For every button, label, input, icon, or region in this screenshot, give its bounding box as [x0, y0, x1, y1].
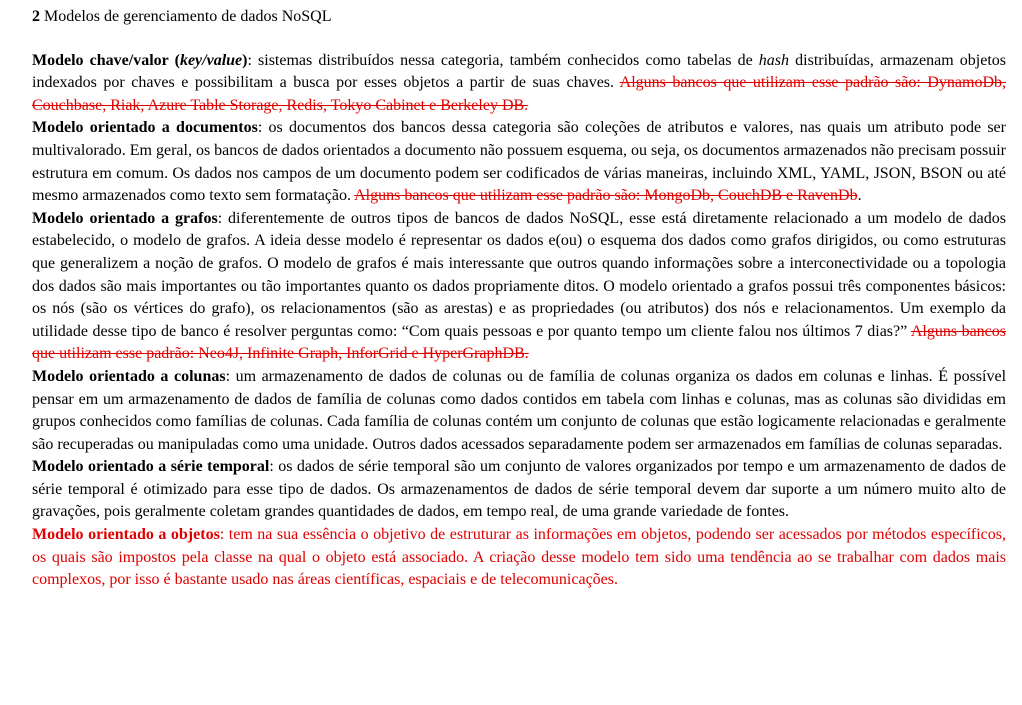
term-documents: Modelo orientado a documentos: [32, 119, 258, 137]
term-time-series: Modelo orientado a série temporal: [32, 458, 270, 476]
struck-text-graphs: Alguns bancos que utilizam esse padrão: Neo4J, Infinite Graph, InforGrid e HyperGraphDB.: [32, 322, 1006, 363]
hash-word: hash: [758, 51, 790, 69]
term-objects: Modelo orientado a objetos: [32, 526, 220, 544]
term-graphs: Modelo orientado a grafos: [32, 209, 218, 227]
term-key-value: Modelo chave/valor (key/value): [32, 51, 248, 69]
paragraph-objects: Modelo orientado a objetos: tem na sua essência o objetivo de estruturar as informações em objetos, podendo ser acessados por métodos específicos, os quais são impostos pela classe na qual o objeto está associado. A criação desse modelo tem sido uma tendência ao se trabalhar com dados mais complexos, por isso é bastante usado nas áreas científicas, espaciais e de telecomunicações.: [32, 526, 1007, 589]
paragraph-key-value: Modelo chave/valor (key/value): sistemas distribuídos nessa categoria, também conhecidos como tabelas de hash distribuídas, armazenam objetos indexados por chaves e possibilitam a busca por esses objetos a partir de suas chaves. Alguns bancos que utilizam esse padrão são: DynamoDb, Couchbase, Riak, Azure Table Storage, Redis, Tokyo Cabinet e Berkeley DB.: [32, 51, 1007, 114]
section-title: Modelos de gerenciamento de dados NoSQL: [44, 8, 332, 25]
document-page: [32, 6, 1006, 592]
paragraph-time-series: Modelo orientado a série temporal: os dados de série temporal são um conjunto de valores organizados por tempo e um armazenamento de dados de série temporal é otimizado para esse tipo de dados. Os armazenamentos de dados de série temporal devem dar suporte a um número muito alto de gravações, pois geralmente coletam grandes quantidades de dados, em tempo real, de uma grande variedade de fontes.: [32, 458, 1006, 521]
section-heading: [32, 6, 1006, 29]
struck-text-key-value: Alguns bancos que utilizam esse padrão são: DynamoDb, Couchbase, Riak, Azure Table Storage, Redis, Tokyo Cabinet e Berkeley DB.: [32, 74, 1006, 114]
struck-text-documents: Alguns bancos que utilizam esse padrão são: MongoDb, CouchDB e RavenDb: [354, 187, 858, 205]
paragraph-graphs: Modelo orientado a grafos: diferentemente de outros tipos de bancos de dados NoSQL, esse está diretamente relacionado a um modelo de dados estabelecido, o modelo de grafos. A ideia desse modelo é representar os dados e(ou) o esquema dos dados como grafos dirigidos, ou como estruturas que generalizem a noção de grafos. O modelo de grafos é mais interessante que outros quando informações sobre a interconectividade ou a topologia dos dados são mais importantes ou tão importantes quanto os dados propriamente ditos. O modelo orientado a grafos possui três componentes básicos: os nós (são os vértices do grafo), os relacionamentos (são as arestas) e as propriedades (ou atributos) dos nós e relacionamentos. Um exemplo da utilidade desse tipo de banco é resolver perguntas como: “Com quais pessoas e por quanto tempo um cliente falou nos últimos 7 dias?” Alguns bancos que utilizam esse padrão: Neo4J, Infinite Graph, InforGrid e HyperGraphDB.: [32, 209, 1006, 363]
paragraph-documents: Modelo orientado a documentos: os documentos dos bancos dessa categoria são coleções de atributos e valores, nas quais um atributo pode ser multivalorado. Em geral, os bancos de dados orientados a documento não possuem esquema, ou seja, os documentos armazenados não precisam possuir estrutura em comum. Os dados nos campos de um documento podem ser codificados de várias maneiras, incluindo XML, YAML, JSON, BSON ou até mesmo armazenados como texto sem formatação. Alguns bancos que utilizam esse padrão são: MongoDb, CouchDB e RavenDb.: [32, 119, 1006, 205]
term-columns: Modelo orientado a colunas: [32, 367, 226, 385]
section-number: 2: [32, 8, 40, 25]
paragraph-columns: Modelo orientado a colunas: um armazenamento de dados de colunas ou de família de colunas organiza os dados em colunas e linhas. É possível pensar em um armazenamento de dados de família de colunas como dados contidos em tabela com linhas e colunas, mas as colunas são divididas em grupos conhecidos como famílias de colunas. Cada família de colunas contém um conjunto de colunas que estão logicamente relacionadas e geralmente são recuperadas ou manipuladas como uma unidade. Outros dados acessados separadamente podem ser armazenados em famílias de colunas separadas.: [32, 367, 1007, 453]
